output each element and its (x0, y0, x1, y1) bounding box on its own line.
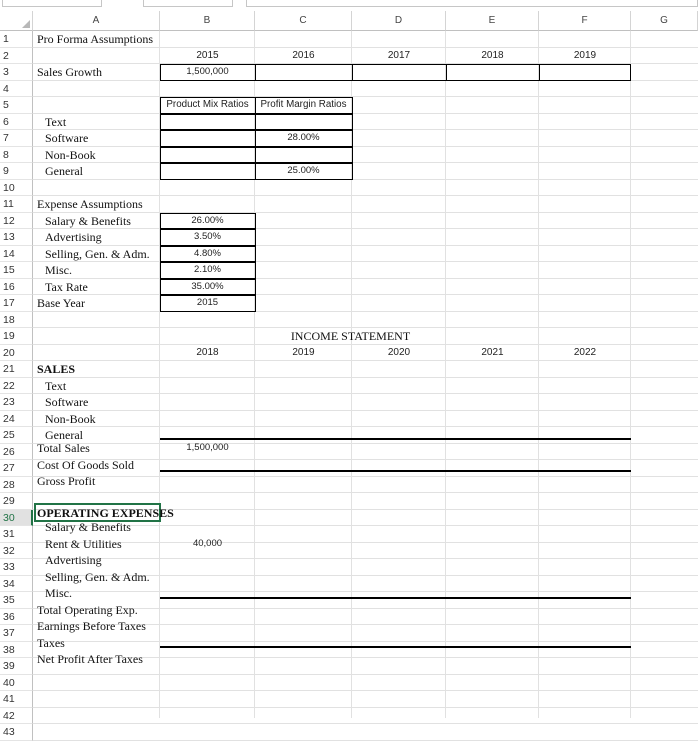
row-header-13[interactable]: 13 (0, 229, 33, 246)
profit-margin-header[interactable]: Profit Margin Ratios (260, 99, 347, 110)
gridline-row-37 (33, 641, 698, 642)
column-header-d[interactable]: D (352, 11, 446, 31)
select-all-corner[interactable] (0, 11, 33, 31)
cogs-label[interactable]: Cost Of Goods Sold (37, 457, 135, 472)
gridline-row-25 (33, 443, 698, 444)
gridline-row-8 (33, 162, 698, 163)
expense-value-selling[interactable]: 4.80% (194, 247, 221, 259)
gridline-row-27 (33, 476, 698, 477)
income-statement-title[interactable]: INCOME STATEMENT (290, 329, 411, 343)
profit-margin-software[interactable]: 28.00% (287, 132, 320, 143)
row-header-6[interactable]: 6 (0, 114, 33, 131)
formula-bar[interactable] (246, 0, 698, 7)
gridline-row-15 (33, 278, 698, 279)
row-header-29[interactable]: 29 (0, 493, 33, 510)
row-header-19[interactable]: 19 (0, 328, 33, 345)
row-header-42[interactable]: 42 (0, 708, 33, 725)
row-header-31[interactable]: 31 (0, 526, 33, 543)
sales-item-text[interactable]: Text (45, 378, 67, 393)
product-label-general[interactable]: General (45, 164, 83, 178)
gridline-row-22 (33, 393, 698, 394)
gridline-row-16 (33, 294, 698, 295)
sales-item-software[interactable]: Software (45, 395, 89, 409)
row-header-43[interactable]: 43 (0, 724, 33, 741)
ebt-label[interactable]: Earnings Before Taxes (37, 619, 146, 633)
income-year-1[interactable]: 2018 (196, 346, 219, 358)
total-sales-label[interactable]: Total Sales (37, 441, 90, 455)
net-profit-label[interactable]: Net Profit After Taxes (37, 652, 143, 666)
product-label-non-book[interactable]: Non-Book (45, 147, 96, 162)
total-opex-border (160, 597, 631, 599)
opex-item-salary[interactable]: Salary & Benefits (45, 520, 131, 534)
row-header-27[interactable]: 27 (0, 460, 33, 477)
column-header-c[interactable]: C (255, 11, 352, 31)
row-header-36[interactable]: 36 (0, 609, 33, 626)
row-header-32[interactable]: 32 (0, 543, 33, 560)
gridline-row-23 (33, 410, 698, 411)
sales-growth-box-e[interactable] (446, 64, 540, 81)
gridline-row-9 (33, 179, 698, 180)
row-header-17[interactable]: 17 (0, 295, 33, 312)
row-header-2[interactable]: 2 (0, 48, 33, 65)
assumptions-title[interactable]: Pro Forma Assumptions (37, 32, 154, 46)
row-header-35[interactable]: 35 (0, 592, 33, 609)
rent-value[interactable]: 40,000 (192, 537, 223, 549)
row-header-37[interactable]: 37 (0, 625, 33, 642)
sales-item-non-book[interactable]: Non-Book (45, 411, 96, 426)
product-mix-box-1[interactable] (160, 114, 256, 131)
select-all-triangle-icon (22, 20, 30, 28)
expense-value-advertising[interactable]: 3.50% (194, 231, 221, 242)
gridline-row-4 (33, 96, 698, 97)
gridline-row-12 (33, 228, 698, 229)
row-header-15[interactable]: 15 (0, 262, 33, 279)
row-header-22[interactable]: 22 (0, 378, 33, 395)
opex-item-advertising[interactable]: Advertising (45, 553, 102, 567)
total-sales-value[interactable]: 1,500,000 (186, 442, 229, 453)
assumption-year-4[interactable]: 2018 (481, 49, 504, 61)
income-year-3[interactable]: 2020 (387, 346, 411, 358)
expense-value-salary[interactable]: 26.00% (191, 214, 224, 226)
income-year-4[interactable]: 2021 (481, 346, 504, 358)
income-year-2[interactable]: 2019 (292, 346, 315, 358)
expense-label-tax-rate[interactable]: Tax Rate (45, 279, 88, 294)
row-header-28[interactable]: 28 (0, 477, 33, 494)
gridline-row-42 (33, 723, 698, 724)
opex-item-rent[interactable]: Rent & Utilities (45, 536, 122, 551)
gross-profit-label[interactable]: Gross Profit (37, 474, 96, 488)
row-header-38[interactable]: 38 (0, 642, 33, 659)
gridline-row-43 (33, 740, 698, 741)
row-header-21[interactable]: 21 (0, 361, 33, 378)
assumption-year-5[interactable]: 2019 (573, 49, 597, 61)
gridline-row-40 (33, 690, 698, 691)
expense-label-salary[interactable]: Salary & Benefits (45, 213, 131, 228)
sales-growth-box-c[interactable] (255, 64, 353, 81)
gridline-row-5 (33, 113, 698, 114)
gridline-row-7 (33, 146, 698, 147)
column-header-e[interactable]: E (446, 11, 539, 31)
product-mix-box-3[interactable] (160, 147, 256, 164)
column-header-f[interactable]: F (539, 11, 631, 31)
profit-margin-box-1[interactable] (255, 114, 353, 131)
row-header-12[interactable]: 12 (0, 213, 33, 230)
column-header-g[interactable]: G (631, 11, 698, 31)
profit-margin-box-3[interactable] (255, 147, 353, 164)
row-header-5[interactable]: 5 (0, 97, 33, 114)
opex-section-label[interactable]: OPERATING EXPENSES (37, 506, 174, 520)
expense-label-selling[interactable]: Selling, Gen. & Adm. (45, 246, 150, 261)
opex-item-selling[interactable]: Selling, Gen. & Adm. (45, 569, 150, 584)
expense-label-base-year[interactable]: Base Year (37, 296, 85, 310)
sales-item-general[interactable]: General (45, 428, 83, 442)
product-mix-header[interactable]: Product Mix Ratios (166, 99, 249, 110)
row-header-1[interactable]: 1 (0, 31, 33, 48)
row-header-4[interactable]: 4 (0, 81, 33, 98)
assumption-year-1[interactable]: 2015 (196, 49, 219, 61)
row-header-30[interactable]: 30 (0, 510, 33, 527)
row-header-11[interactable]: 11 (0, 196, 33, 213)
expense-assumptions-title[interactable]: Expense Assumptions (37, 197, 143, 211)
opex-item-misc[interactable]: Misc. (45, 586, 72, 600)
row-header-20[interactable]: 20 (0, 345, 33, 362)
net-profit-border (160, 646, 631, 648)
gridline-row-32 (33, 558, 698, 559)
assumption-year-2[interactable]: 2016 (292, 49, 315, 61)
gridline-row-41 (33, 707, 698, 708)
sales-growth-box-d[interactable] (352, 64, 447, 81)
expense-label-misc[interactable]: Misc. (45, 263, 72, 277)
row-header-24[interactable]: 24 (0, 411, 33, 428)
row-header-33[interactable]: 33 (0, 559, 33, 576)
product-mix-box-4[interactable] (160, 163, 256, 180)
column-header-b[interactable]: B (160, 11, 255, 31)
gridline-row-39 (33, 674, 698, 675)
row-header-26[interactable]: 26 (0, 444, 33, 461)
expense-value-misc[interactable]: 2.10% (194, 264, 221, 275)
gridline-row-6 (33, 129, 698, 130)
row-header-9[interactable]: 9 (0, 163, 33, 180)
row-header-14[interactable]: 14 (0, 246, 33, 263)
expense-label-advertising[interactable]: Advertising (45, 230, 102, 244)
row-header-16[interactable]: 16 (0, 279, 33, 296)
row-header-25[interactable]: 25 (0, 427, 33, 444)
gridline-row-30 (33, 525, 698, 526)
column-header-a[interactable]: A (33, 11, 160, 31)
name-box[interactable] (2, 0, 102, 7)
row-header-34[interactable]: 34 (0, 576, 33, 593)
product-label-software[interactable]: Software (45, 131, 89, 145)
gridline-row-21 (33, 377, 698, 378)
expense-value-base-year[interactable]: 2015 (196, 297, 219, 308)
row-header-41[interactable]: 41 (0, 691, 33, 708)
expense-value-tax-rate[interactable]: 35.00% (191, 280, 224, 292)
sales-growth-value[interactable]: 1,500,000 (186, 66, 229, 77)
product-label-text[interactable]: Text (45, 114, 67, 129)
gridline-col-5 (630, 31, 631, 718)
sales-growth-box-f[interactable] (539, 64, 631, 81)
total-opex-label[interactable]: Total Operating Exp. (37, 602, 138, 617)
profit-margin-general[interactable]: 25.00% (287, 165, 320, 176)
sales-growth-label[interactable]: Sales Growth (37, 65, 102, 79)
gridline-row-17 (33, 311, 698, 312)
product-mix-box-2[interactable] (160, 130, 256, 147)
row-header-39[interactable]: 39 (0, 658, 33, 675)
sales-section-label[interactable]: SALES (37, 362, 76, 376)
assumption-year-3[interactable]: 2017 (387, 49, 411, 61)
row-header-10[interactable]: 10 (0, 180, 33, 197)
taxes-label[interactable]: Taxes (37, 635, 65, 650)
gridline-row-24 (33, 426, 698, 427)
row-header-8[interactable]: 8 (0, 147, 33, 164)
row-header-40[interactable]: 40 (0, 675, 33, 692)
gridline-row-28 (33, 492, 698, 493)
income-year-5[interactable]: 2022 (573, 346, 597, 358)
gross-profit-border (160, 470, 631, 472)
row-header-7[interactable]: 7 (0, 130, 33, 147)
function-box[interactable] (143, 0, 233, 7)
row-header-18[interactable]: 18 (0, 312, 33, 329)
gridline-col-3 (445, 31, 446, 718)
row-header-23[interactable]: 23 (0, 394, 33, 411)
gridline-col-4 (538, 31, 539, 718)
row-header-3[interactable]: 3 (0, 64, 33, 81)
gridline-row-34 (33, 591, 698, 592)
gridline-row-31 (33, 542, 698, 543)
